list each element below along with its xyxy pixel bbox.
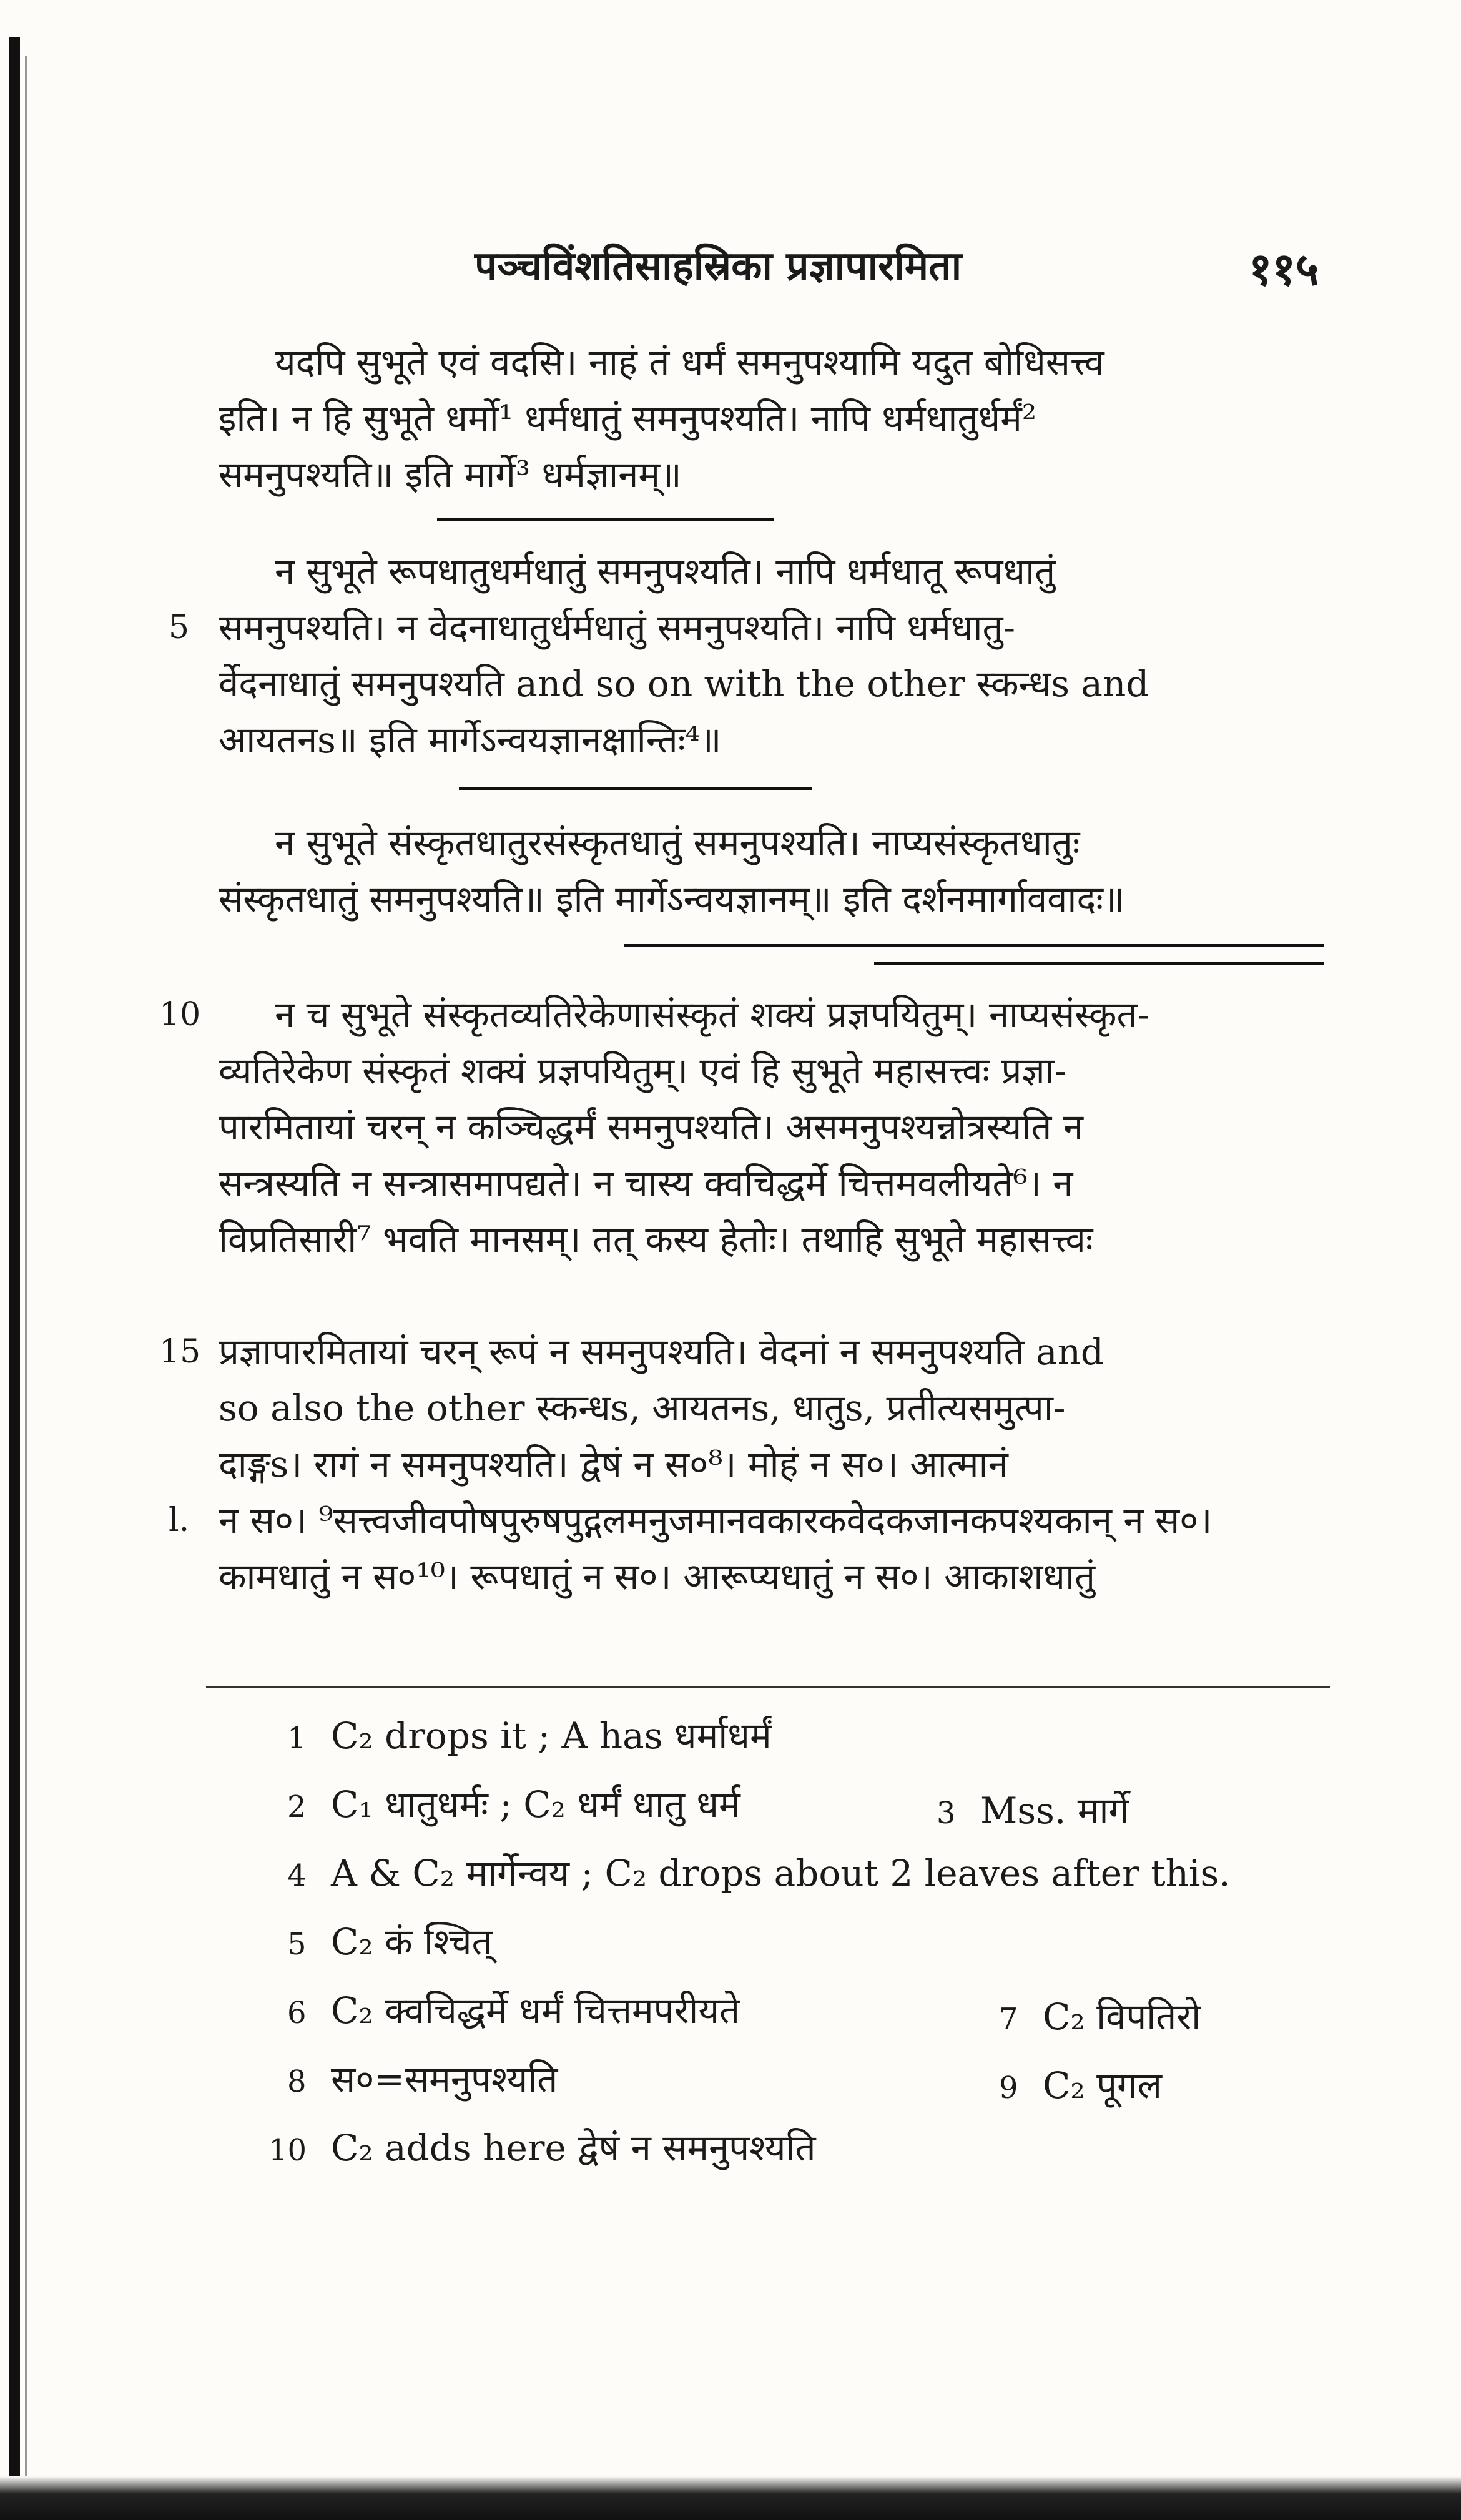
line-number: 10: [159, 996, 201, 1033]
footnote: [287, 1711, 772, 1763]
page-bottom-edge: [0, 2476, 1461, 2520]
footnote-number: 9: [999, 2070, 1018, 2105]
footnote: [287, 2054, 558, 2107]
footnote: [287, 1917, 493, 1969]
footnote-text: C₂ कं श्चित्: [331, 1921, 493, 1963]
footnote-separator: [206, 1686, 1330, 1688]
footnote: [999, 2060, 1162, 2113]
body-line: प्रज्ञापारमितायां चरन् रूपं न समनुपश्यति। वेदनां न समनुपश्यति and: [219, 1331, 1104, 1373]
footnote-text: स०=समनुपश्यति: [331, 2058, 558, 2100]
section-rule-double: [874, 962, 1324, 965]
body-line: संस्कृतधातुं समनुपश्यति॥ इति मार्गेऽन्वयज्ञानम्॥ इति दर्शनमार्गाववादः॥: [219, 878, 1125, 920]
body-line: र्वेदनाधातुं समनुपश्यति and so on with the other स्कन्धs and: [219, 662, 1149, 705]
line-number: 15: [159, 1333, 201, 1371]
body-line: विप्रतिसारी⁷ भवति मानसम्। तत् कस्य हेतोः। तथाहि सुभूते महासत्त्वः: [219, 1218, 1093, 1261]
footnote: [287, 1986, 740, 2038]
body-line: so also the other स्कन्धs, आयतनs, धातुs, प्रतीत्यसमुत्पा-: [219, 1387, 1066, 1429]
body-line: आयतनs॥ इति मार्गेऽन्वयज्ञानक्षान्तिः⁴॥: [219, 719, 722, 761]
body-line: समनुपश्यति॥ इति मार्गे³ धर्मज्ञानम्॥: [219, 453, 682, 496]
footnote-number: 7: [999, 2002, 1018, 2037]
footnote-number: 6: [287, 1996, 307, 2030]
footnote-text: Mss. मार्गे: [980, 1789, 1129, 1832]
running-title: पञ्चविंशतिसाहस्रिका प्रज्ञापारमिता: [475, 243, 962, 290]
body-line: दाङ्गs। रागं न समनुपश्यति। द्वेषं न स०⁸। मोहं न स०। आत्मानं: [219, 1443, 1008, 1485]
body-line: कामधातुं न स०¹⁰। रूपधातुं न स०। आरूप्यधातुं न स०। आकाशधातुं: [219, 1555, 1096, 1598]
footnote-number: 1: [287, 1721, 307, 1756]
body-line: समनुपश्यति। न वेदनाधातुर्धर्मधातुं समनुपश्यति। नापि धर्मधातु-: [219, 606, 1016, 649]
section-rule: [437, 518, 774, 521]
body-line: पारमितायां चरन् न कञ्चिद्धर्मं समनुपश्यति। असमनुपश्यन्नोत्रस्यति न: [219, 1106, 1083, 1148]
body-line: न स०। ⁹सत्त्वजीवपोषपुरुषपुद्गलमनुजमानवकारकवेदकजानकपश्यकान् न स०।: [219, 1499, 1213, 1542]
book-spine-shadow: [9, 37, 20, 2491]
footnote-text: C₂ पूगल: [1043, 2064, 1162, 2107]
body-line: इति। न हि सुभूते धर्मो¹ धर्मधातुं समनुपश्यति। नापि धर्मधातुर्धर्मं²: [219, 397, 1037, 440]
footnote: [937, 1786, 1129, 1838]
body-line: न च सुभूते संस्कृतव्यतिरेकेणासंस्कृतं शक्यं प्रज्ञपयितुम्। नाप्यसंस्कृत-: [275, 993, 1150, 1036]
margin-mark: l.: [169, 1502, 190, 1539]
body-line: न सुभूते संस्कृतधातुरसंस्कृतधातुं समनुपश्यति। नाप्यसंस्कृतधातुः: [275, 822, 1080, 864]
section-rule: [459, 787, 812, 790]
footnote-text: C₂ drops it ; A has धर्माधर्मं: [331, 1715, 772, 1757]
footnote: [287, 1779, 740, 1832]
body-line: न सुभूते रूपधातुधर्मधातुं समनुपश्यति। नापि धर्मधातू रूपधातुं: [275, 550, 1056, 593]
footnote-text: C₂ विपतिरो: [1043, 1996, 1201, 2038]
page-number: ११५: [1249, 242, 1319, 295]
footnote: [268, 2123, 816, 2175]
footnote-number: 8: [287, 2064, 307, 2099]
footnote-number: 4: [287, 1858, 307, 1893]
body-line: सन्त्रस्यति न सन्त्रासमापद्यते। न चास्य क्वचिद्धर्मे चित्तमवलीयते⁶। न: [219, 1162, 1073, 1204]
section-rule: [624, 944, 1324, 947]
footnote-number: 2: [287, 1789, 307, 1824]
line-number: 5: [169, 609, 190, 646]
footnote-text: A & C₂ मार्गेन्वय ; C₂ drops about 2 leaves after this.: [331, 1852, 1231, 1894]
footnote-number: 3: [937, 1796, 956, 1831]
footnote: [287, 1848, 1231, 1901]
footnote-text: C₂ क्वचिद्धर्मे धर्मं चित्तमपरीयते: [331, 1989, 740, 2032]
footnote-number: 10: [268, 2133, 307, 2168]
footnote-text: C₁ धातुधर्मः ; C₂ धर्मं धातु धर्म: [331, 1783, 740, 1826]
body-line: यदपि सुभूते एवं वदसि। नाहं तं धर्मं समनुपश्यामि यदुत बोधिसत्त्व: [275, 341, 1104, 383]
footnote: [999, 1992, 1201, 2044]
footnote-text: C₂ adds here द्वेषं न समनुपश्यति: [331, 2127, 816, 2169]
body-line: व्यतिरेकेण संस्कृतं शक्यं प्रज्ञपयितुम्। एवं हि सुभूते महासत्त्वः प्रज्ञा-: [219, 1050, 1067, 1092]
footnote-number: 5: [287, 1927, 307, 1962]
book-spine-edge: [25, 56, 27, 2491]
